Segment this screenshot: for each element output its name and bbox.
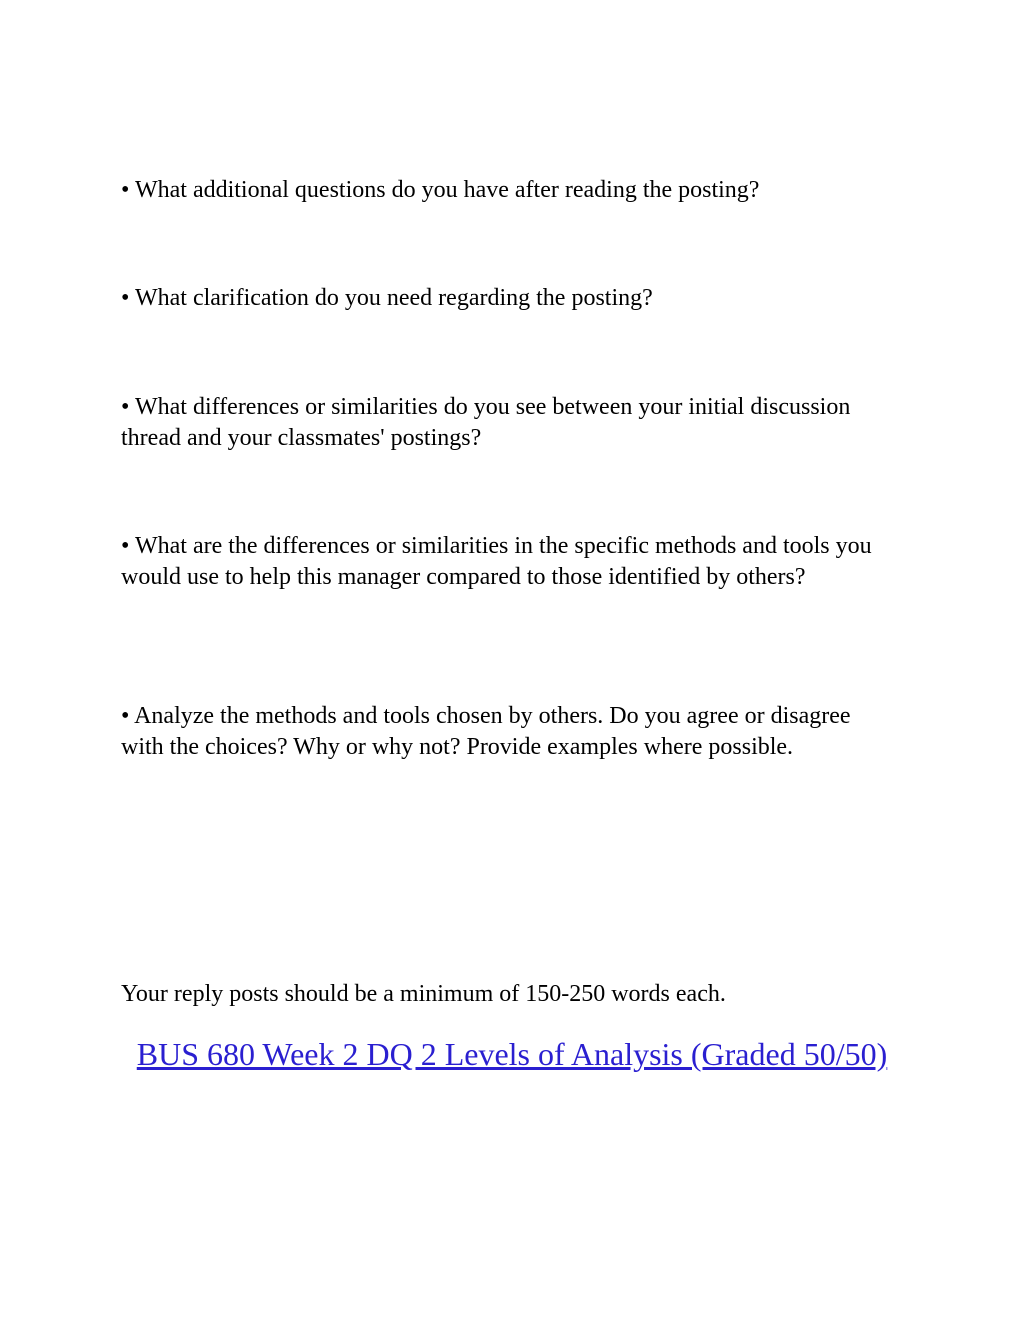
course-title-link[interactable]: BUS 680 Week 2 DQ 2 Levels of Analysis (Graded 50/50) xyxy=(136,1036,888,1072)
question-methods-and-tools: • What are the differences or similarities in the specific methods and tools you would use to help this manager compared to those identified by others? xyxy=(121,533,872,590)
question-analyze-choices: • Analyze the methods and tools chosen by others. Do you agree or disagree with the choices? Why or why not? Provide examples where possible. xyxy=(121,703,851,760)
course-link-container xyxy=(121,1034,903,1074)
reply-word-requirement: Your reply posts should be a minimum of 150-250 words each. xyxy=(121,981,726,1007)
question-differences-initial-thread: • What differences or similarities do you see between your initial discussion thread and your classmates' postings? xyxy=(121,394,851,451)
question-clarification: • What clarification do you need regarding the posting? xyxy=(121,285,653,311)
question-additional-questions: • What additional questions do you have after reading the posting? xyxy=(121,177,760,203)
